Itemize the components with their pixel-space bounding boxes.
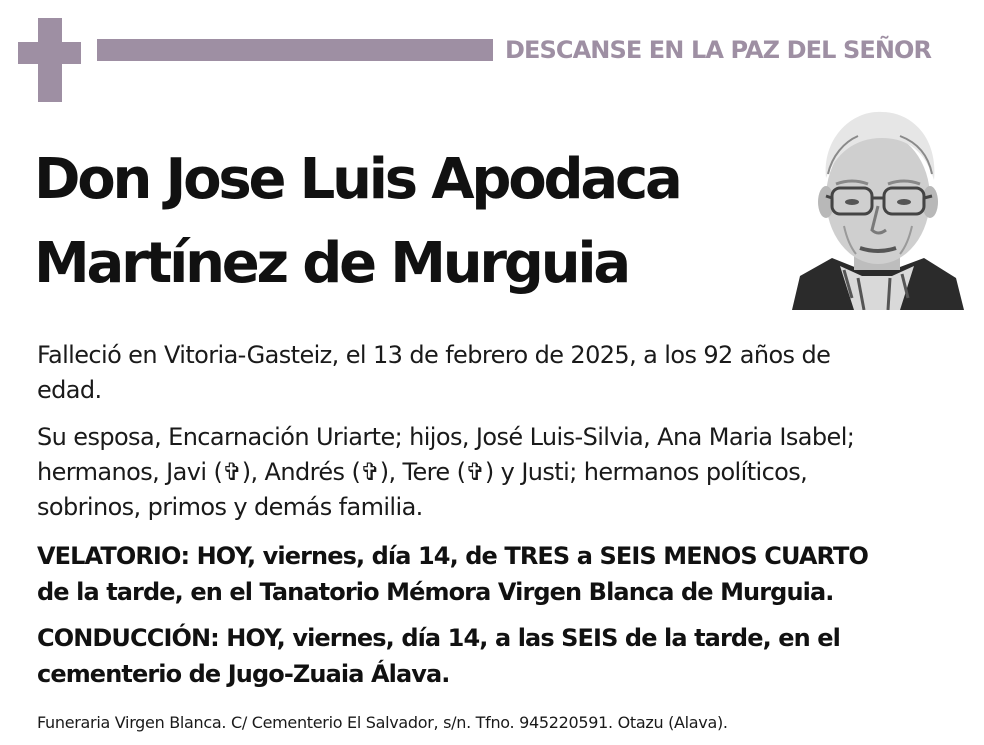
- wake-notice: [37, 538, 972, 610]
- deceased-name-line1: Don Jose Luis Apodaca: [34, 147, 680, 212]
- wake-line: de la tarde, en el Tanatorio Mémora Virgen Blanca de Murguia.: [37, 578, 834, 606]
- portrait-photo: [792, 98, 964, 310]
- funeral-home-footer: Funeraria Virgen Blanca. C/ Cementerio El Salvador, s/n. Tfno. 945220591. Otazu (Alava).: [37, 713, 728, 732]
- header-motto: DESCANSE EN LA PAZ DEL SEÑOR: [505, 36, 932, 64]
- death-line: Falleció en Vitoria-Gasteiz, el 13 de febrero de 2025, a los 92 años de: [37, 341, 831, 369]
- deceased-name-line2: Martínez de Murguia: [34, 231, 628, 296]
- procession-line: cementerio de Jugo-Zuaia Álava.: [37, 660, 450, 688]
- wake-line: VELATORIO: HOY, viernes, día 14, de TRES a SEIS MENOS CUARTO: [37, 542, 868, 570]
- family-line: Su esposa, Encarnación Uriarte; hijos, José Luis-Silvia, Ana Maria Isabel;: [37, 423, 855, 451]
- header-band: [97, 39, 493, 61]
- death-line: edad.: [37, 376, 102, 404]
- deceased-name: [34, 138, 764, 306]
- family-line: sobrinos, primos y demás familia.: [37, 493, 423, 521]
- death-notice-paragraph: [37, 338, 957, 408]
- procession-line: CONDUCCIÓN: HOY, viernes, día 14, a las SEIS de la tarde, en el: [37, 624, 840, 652]
- cross-icon-bar: [18, 42, 81, 64]
- procession-notice: [37, 620, 972, 692]
- family-paragraph: [37, 420, 967, 525]
- family-line: hermanos, Javi (✞), Andrés (✞), Tere (✞) y Justi; hermanos políticos,: [37, 458, 808, 486]
